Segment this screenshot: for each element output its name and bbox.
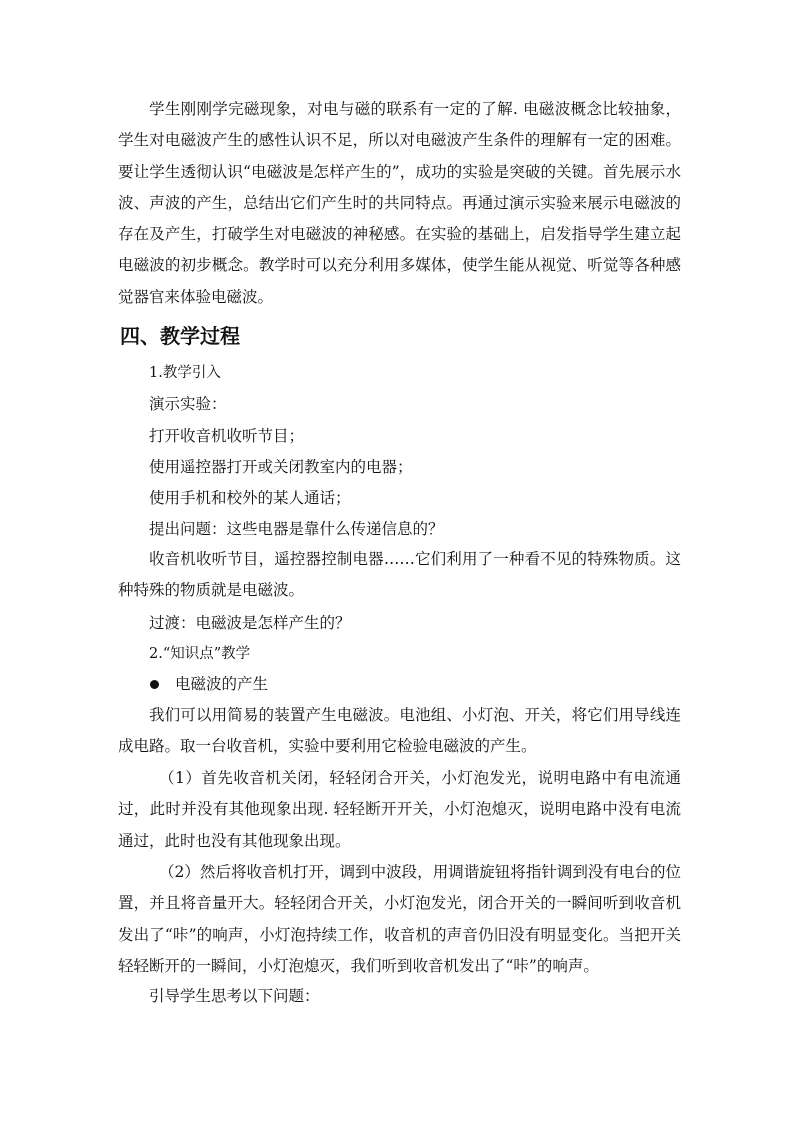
step1-title: 1.教学引入 — [149, 365, 221, 381]
answer-paragraph: 收音机收听节目，遥控器控制电器……它们利用了一种看不见的特殊物质。这种特殊的物质就是电磁波。 — [118, 550, 681, 600]
bullet-text: 电磁波的产生 — [175, 675, 269, 693]
experiment-2-paragraph: （2）然后将收音机打开，调到中波段，用调谐旋钮将指针调到没有电台的位置，并且将音量开大。轻轻闭合开关，小灯泡发光，闭合开关的一瞬间听到收音机发出了“咔”的响声，小灯泡持续工作，收音机的声音仍旧没有明显变化。当把开关轻轻断开的一瞬间，小灯泡熄灭，我们听到收音机发出了“咔”的响声。 — [118, 863, 681, 975]
setup-paragraph: 我们可以用简易的装置产生电磁波。电池组、小灯泡、开关，将它们用导线连成电路。取一台收音机，实验中要利用它检验电磁波的产生。 — [118, 706, 681, 756]
intro-paragraph: 学生刚刚学完磁现象，对电与磁的联系有一定的了解. 电磁波概念比较抽象，学生对电磁波产生的感性认识不足，所以对电磁波产生条件的理解有一定的困难。要让学生透彻认识“电磁波是怎样产生的”，成功的实验是突破的关键。首先展示水波、声波的产生，总结出它们产生时的共同特点。再通过演示实验来展示电磁波的存在及产生，打破学生对电磁波的神秘感。在实验的基础上，启发指导学生建立起电磁波的初步概念。教学时可以充分利用多媒体，使学生能从视觉、听觉等各种感觉器官来体验电磁波。 — [118, 100, 681, 306]
guide-line: 引导学生思考以下问题： — [149, 987, 320, 1005]
bullet-item — [150, 672, 268, 696]
demo-item-3: 使用手机和校外的某人通话； — [149, 489, 351, 507]
experiment-1-paragraph: （1）首先收音机关闭，轻轻闭合开关，小灯泡发光，说明电路中有电流通过，此时并没有其他现象出现. 轻轻断开开关，小灯泡熄灭，说明电路中没有电流通过，此时也没有其他现象出现。 — [118, 769, 681, 850]
demo-item-1: 打开收音机收听节目； — [149, 427, 305, 445]
demo-label: 演示实验： — [149, 395, 227, 413]
step2-title: 2.“知识点”教学 — [149, 646, 251, 662]
section-heading: 四、教学过程 — [120, 324, 240, 348]
demo-item-2: 使用遥控器打开或关闭教室内的电器； — [149, 458, 413, 476]
bullet-dot-icon — [150, 680, 159, 689]
transition-line: 过渡：电磁波是怎样产生的？ — [149, 614, 351, 632]
question-line: 提出问题：这些电器是靠什么传递信息的？ — [149, 520, 444, 538]
